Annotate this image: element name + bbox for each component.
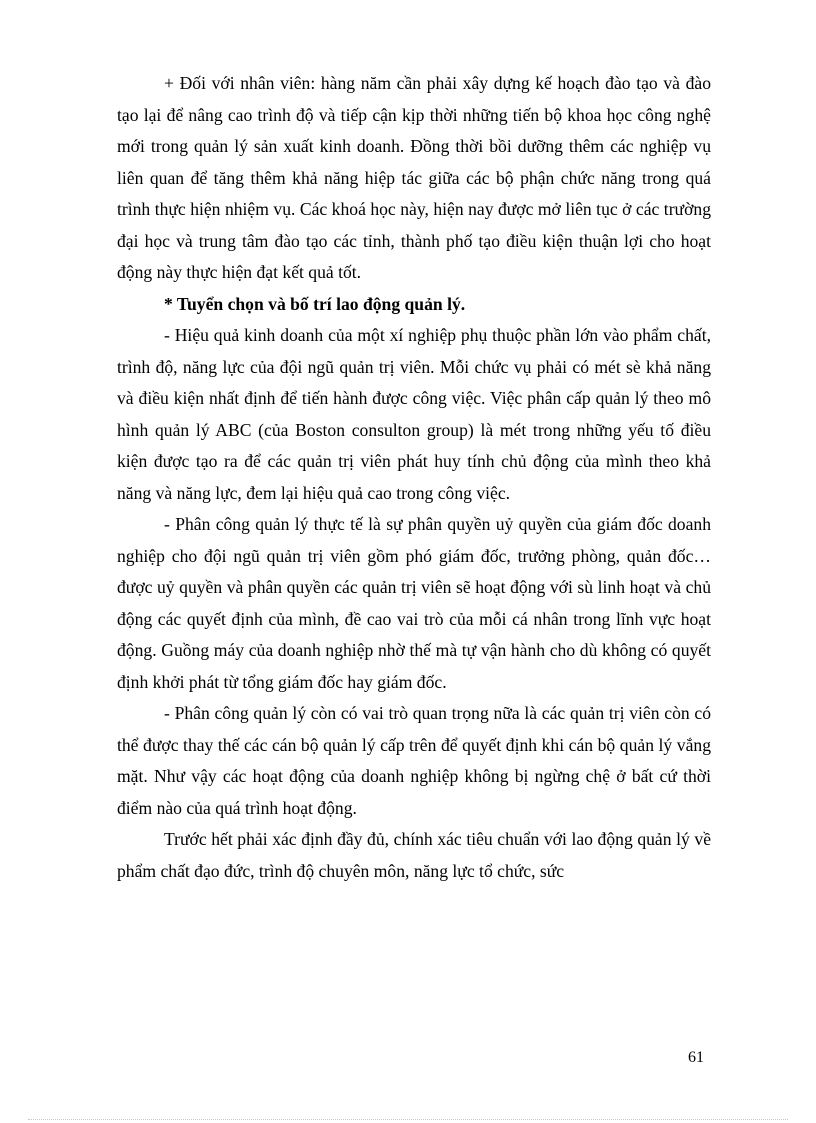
page-number: 61 [688, 1049, 704, 1066]
paragraph-substitution-role: - Phân công quản lý còn có vai trò quan trọng nữa là các quản trị viên còn có thể được thay thế các cán bộ quản lý cấp trên để quyết định khi cán bộ quản lý vắng mặt. Như vậy các hoạt động của doanh nghiệp không bị ngừng chệ ở bất cứ thời điểm nào của quá trình hoạt động. [117, 703, 711, 818]
page-bottom-divider [28, 1119, 788, 1120]
paragraph-staff-training: + Đối với nhân viên: hàng năm cần phải xây dựng kế hoạch đào tạo và đào tạo lại để nâng cao trình độ và tiếp cận kịp thời những tiến bộ khoa học công nghệ mới trong quản lý sản xuất kinh doanh. Đồng thời bồi dưỡng thêm các nghiệp vụ liên quan để tăng thêm khả năng hiệp tác giữa các bộ phận chức năng trong quá trình thực hiện nhiệm vụ. Các khoá học này, hiện nay được mở liên tục ở các trường đại học và trung tâm đào tạo các tỉnh, thành phố tạo điều kiện thuận lợi cho hoạt động này thực hiện đạt kết quả tốt. [117, 73, 711, 282]
section-heading: * Tuyển chọn và bố trí lao động quản lý. [164, 293, 466, 314]
body-text [117, 68, 711, 887]
paragraph-business-efficiency: - Hiệu quả kinh doanh của một xí nghiệp phụ thuộc phần lớn vào phẩm chất, trình độ, năng lực của đội ngũ quản trị viên. Mỗi chức vụ phải có mét sè khả năng và điều kiện nhất định để tiến hành được công việc. Việc phân cấp quản lý theo mô hình quản lý ABC (của Boston consulton group) là mét trong những yếu tố điều kiện được tạo ra để các quản trị viên phát huy tính chủ động của mình theo khả năng và năng lực, đem lại hiệu quả cao trong công việc. [117, 325, 711, 503]
paragraph-delegation: - Phân công quản lý thực tế là sự phân quyền uỷ quyền của giám đốc doanh nghiệp cho đội ngũ quản trị viên gồm phó giám đốc, trưởng phòng, quản đốc…được uỷ quyền và phân quyền các quản trị viên sẽ hoạt động với sù linh hoạt và chủ động các quyết định của mình, đề cao vai trò của mỗi cá nhân trong lĩnh vực hoạt động. Guồng máy của doanh nghiệp nhờ thế mà tự vận hành cho dù không có quyết định khởi phát từ tổng giám đốc hay giám đốc. [117, 514, 711, 692]
paragraph-standards: Trước hết phải xác định đầy đủ, chính xác tiêu chuẩn với lao động quản lý về phẩm chất đạo đức, trình độ chuyên môn, năng lực tổ chức, sức [117, 829, 711, 881]
